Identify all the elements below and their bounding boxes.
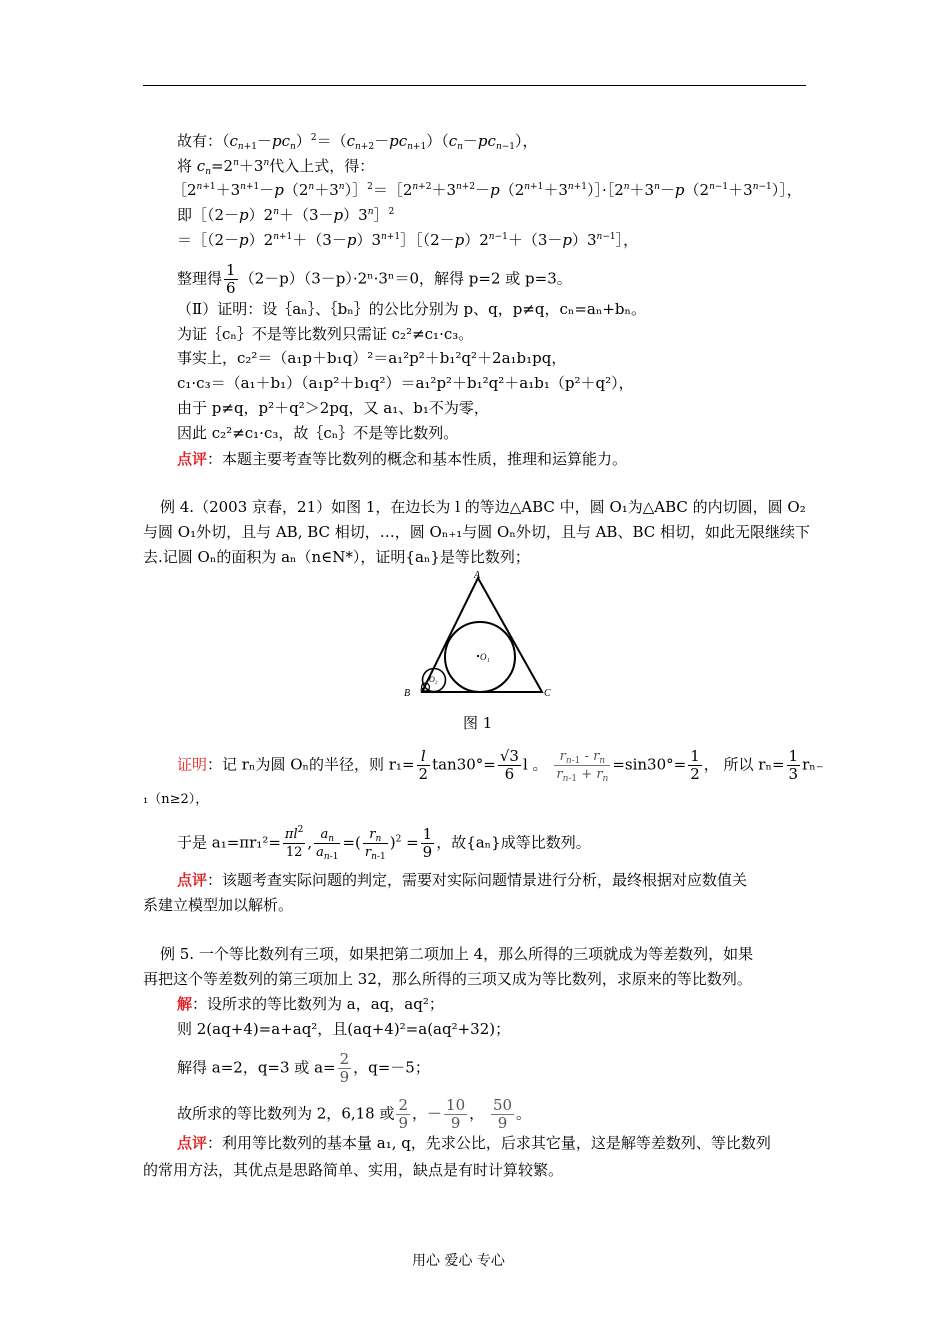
- derivation-line-5: $=[(2-p)2^{n+1}+(3-p)3^{n+1}][(2-p)2^{n-1}+(3-p)3^{n-1}]$，: [177, 231, 639, 249]
- proof-part2-line-5: 由于 p≠q，p²＋q²＞2pq，又 a₁、b₁不为零，: [177, 399, 489, 417]
- proof4-line-3: 于是 a₁=πr₁²= $\frac{\pi l^2}{12}$ , $\frac{a_n}{a_{n-1}}$ =( $\frac{r_n}{r_{n-1}}$ )$^2$ = $\frac{1}{9}$ ，故{aₙ}成等比数列。: [177, 825, 591, 862]
- solution5-line-1: 解：设所求的等比数列为 a，aq，aq²；: [177, 995, 444, 1013]
- example4-line-3: 去.记圆 Oₙ的面积为 aₙ（n∈N*），证明{aₙ}是等比数列；: [143, 548, 530, 566]
- comment-label: 点评: [177, 450, 208, 468]
- example4-line-2: 与圆 O₁外切，且与 AB, BC 相切，…，圆 Oₙ₊₁与圆 Oₙ外切，且与 AB、BC 相切，如此无限继续下: [143, 523, 810, 541]
- figure-caption: 图 1: [463, 714, 493, 732]
- vertex-label-a: A: [474, 570, 481, 581]
- comment-label-5: 点评: [177, 1134, 208, 1152]
- example5-line-1: 例 5. 一个等比数列有三项，如果把第二项加上 4，那么所得的三项就成为等差数列，如果: [160, 945, 754, 963]
- derivation-line-2: 将 $c_n=2^n+3^n$代入上式，得：: [177, 157, 375, 177]
- derivation-line-4: 即$[(2-p)2^n+(3-p)3^n]^2$: [177, 206, 395, 224]
- proof-part2-line-1: （Ⅱ）证明：设｛aₙ｝、｛bₙ｝的公比分别为 p、q，p≠q，cₙ=aₙ+bₙ。: [177, 300, 647, 318]
- circle-label-o2: O₂: [429, 675, 438, 684]
- proof4-line-1: 证明：记 rₙ为圆 Oₙ的半径，则 r₁= $\frac{l}{2}$ tan30°= $\frac{√3}{6}$ l 。 $\frac{r_{n-1} - r_n}{r_{n-1} + r_n}$ =sin30°= $\frac{1}{2}$ ， 所以 rₙ= $\frac{1}{3}$ rₙ₋: [177, 747, 824, 784]
- comment4-line-1: 点评：该题考查实际问题的判定，需要对实际问题情景进行分析，最终根据对应数值关: [177, 871, 748, 889]
- vertex-label-b: B: [404, 688, 411, 699]
- page-footer: 用心 爱心 专心: [412, 1253, 505, 1269]
- comment4-line-2: 系建立模型加以解析。: [143, 896, 294, 914]
- proof-label: 证明: [177, 755, 208, 774]
- proof-part2-line-4: c₁·c₃＝（a₁＋b₁）（a₁p²＋b₁q²）＝a₁²p²＋b₁²q²＋a₁b₁（p²＋q²），: [177, 374, 634, 392]
- comment-label-4: 点评: [177, 871, 208, 889]
- solution5-line-2: 则 2(aq+4)=a+aq²，且(aq+4)²=a(aq²+32)；: [177, 1020, 511, 1038]
- derivation-line-3: $[2^{n+1}+3^{n+1}-p(2^n+3^n)]^2=[2^{n+2}+3^{n+2}-p(2^{n+1}+3^{n+1})]\cdot[2^n+3^n-p(2^{n-1}+3^{n-1})]$，: [172, 181, 802, 199]
- comment-paragraph-1: 点评：本题主要考查等比数列的概念和基本性质，推理和运算能力。: [177, 450, 628, 468]
- header-rule: [143, 85, 806, 86]
- derivation-line-6: 整理得 $\frac{1}{6}$ （2－p）（3－p）·2ⁿ·3ⁿ＝0，解得 p=2 或 p=3。: [177, 261, 572, 297]
- solution5-line-3: 解得 a=2，q=3 或 a= $\frac{2}{9}$ ，q=－5；: [177, 1050, 430, 1086]
- example4-line-1: 例 4.（2003 京春，21）如图 1，在边长为 l 的等边△ABC 中，圆 O₁为△ABC 的内切圆，圆 O₂: [160, 498, 806, 516]
- vertex-label-c: C: [544, 688, 551, 699]
- solution5-line-4: 故所求的等比数列为 2，6,18 或 $\frac{2}{9}$ ，－ $\frac{10}{9}$ ， $\frac{50}{9}$ 。: [177, 1096, 532, 1132]
- comment5-line-2: 的常用方法，其优点是思路简单、实用，缺点是有时计算较繁。: [143, 1161, 564, 1179]
- circle-label-o1: O₁: [480, 652, 490, 662]
- proof4-line-2: ₁（n≥2），: [143, 792, 209, 807]
- proof-part2-line-3: 事实上，c₂²＝（a₁p＋b₁q）²＝a₁²p²＋b₁²q²＋2a₁b₁pq，: [177, 349, 567, 367]
- example5-line-2: 再把这个等差数列的第三项加上 32，那么所得的三项又成为等比数列，求原来的等比数列。: [143, 970, 752, 988]
- comment5-line-1: 点评：利用等比数列的基本量 a₁, q，先求公比，后求其它量，这是解等差数列、等比数列: [177, 1134, 771, 1152]
- proof-part2-line-6: 因此 c₂²≠c₁·c₃，故｛cₙ｝不是等比数列。: [177, 424, 459, 442]
- solution-label: 解: [177, 995, 193, 1013]
- derivation-line-1: 故有：$(c_{n+1}-pc_n)^2=(c_{n+2}-pc_{n+1})(c_n-pc_{n-1})$，: [177, 132, 538, 152]
- proof-part2-line-2: 为证｛cₙ｝不是等比数列只需证 c₂²≠c₁·c₃。: [177, 325, 474, 343]
- triangle-figure: [400, 570, 560, 709]
